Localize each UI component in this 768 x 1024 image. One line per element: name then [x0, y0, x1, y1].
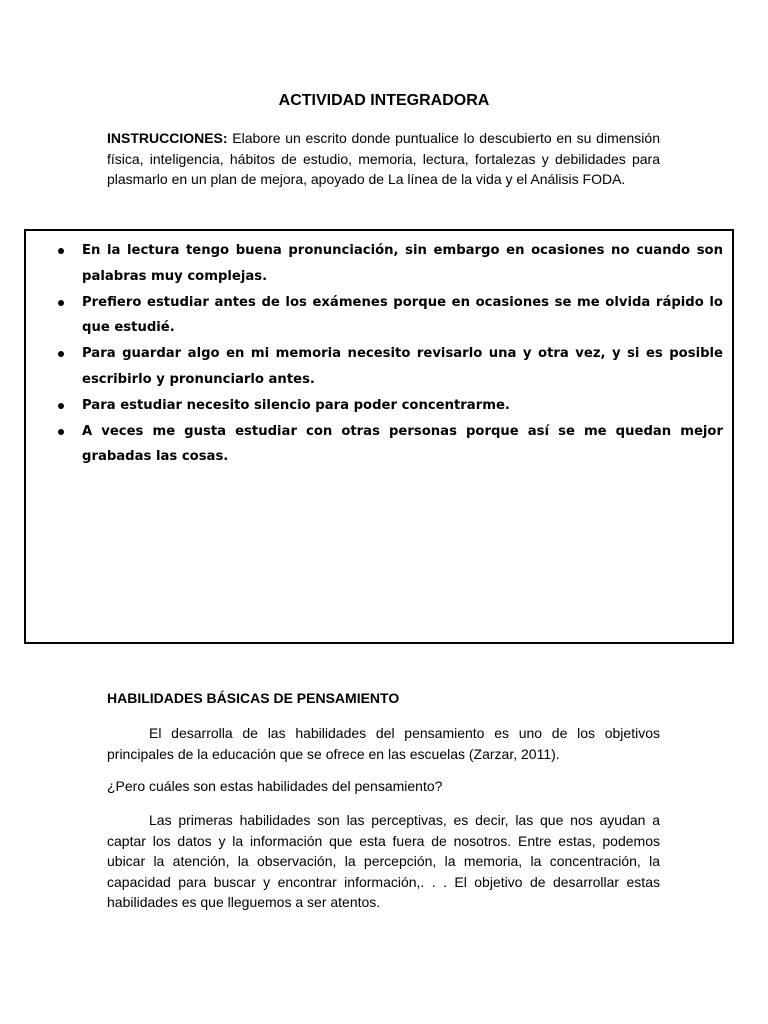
answer-item	[58, 341, 723, 393]
answer-item-text: Para estudiar necesito silencio para poder concentrarme.	[82, 397, 510, 413]
bullet-icon	[58, 300, 64, 306]
answer-item	[58, 393, 723, 419]
body-paragraph: Las primeras habilidades son las perceptivas, es decir, las que nos ayudan a captar los datos y la información que esta fuera de nosotros. Entre estas, podemos ubicar la atención, la observación, la percepción, la memoria, la concentración, la capacidad para buscar y encontrar información,. . . El objetivo de desarrollar estas habilidades es que lleguemos a ser atentos.	[107, 812, 660, 910]
answer-item	[58, 290, 723, 342]
answer-item-text: Prefiero estudiar antes de los exámenes porque en ocasiones se me olvida rápido lo que estudié.	[82, 294, 723, 336]
section-title: HABILIDADES BÁSICAS DE PENSAMIENTO	[107, 690, 400, 706]
answer-item	[58, 419, 723, 471]
body-paragraph: El desarrolla de las habilidades del pensamiento es uno de los objetivos principales de la educación que se ofrece en las escuelas (Zarzar, 2011).	[107, 725, 660, 762]
bullet-icon	[58, 403, 64, 409]
bullet-icon	[58, 248, 64, 254]
answer-box	[24, 229, 734, 644]
answer-item-text: En la lectura tengo buena pronunciación, sin embargo en ocasiones no cuando son palabras muy complejas.	[82, 243, 723, 284]
answer-item	[58, 238, 723, 290]
answer-list	[58, 238, 723, 470]
answer-item-text: A veces me gusta estudiar con otras personas porque así se me quedan mejor grabadas las cosas.	[82, 423, 723, 465]
bullet-icon	[58, 351, 64, 357]
body-question: ¿Pero cuáles son estas habilidades del pensamiento?	[107, 778, 443, 794]
instructions-text: Elabore un escrito donde puntualice lo descubierto en su dimensión física, inteligencia, hábitos de estudio, memoria, lectura, fortalezas y debilidades para plasmarlo en un plan de mejora, apoyado de La línea de la vida y el Análisis FODA.	[107, 130, 660, 187]
bullet-icon	[58, 429, 64, 435]
answer-item-text: Para guardar algo en mi memoria necesito revisarlo una y otra vez, y si es posible escribirlo y pronunciarlo antes.	[82, 346, 723, 387]
instructions-paragraph	[107, 128, 660, 190]
instructions-label: INSTRUCCIONES:	[107, 130, 228, 146]
page-title: ACTIVIDAD INTEGRADORA	[278, 92, 490, 109]
